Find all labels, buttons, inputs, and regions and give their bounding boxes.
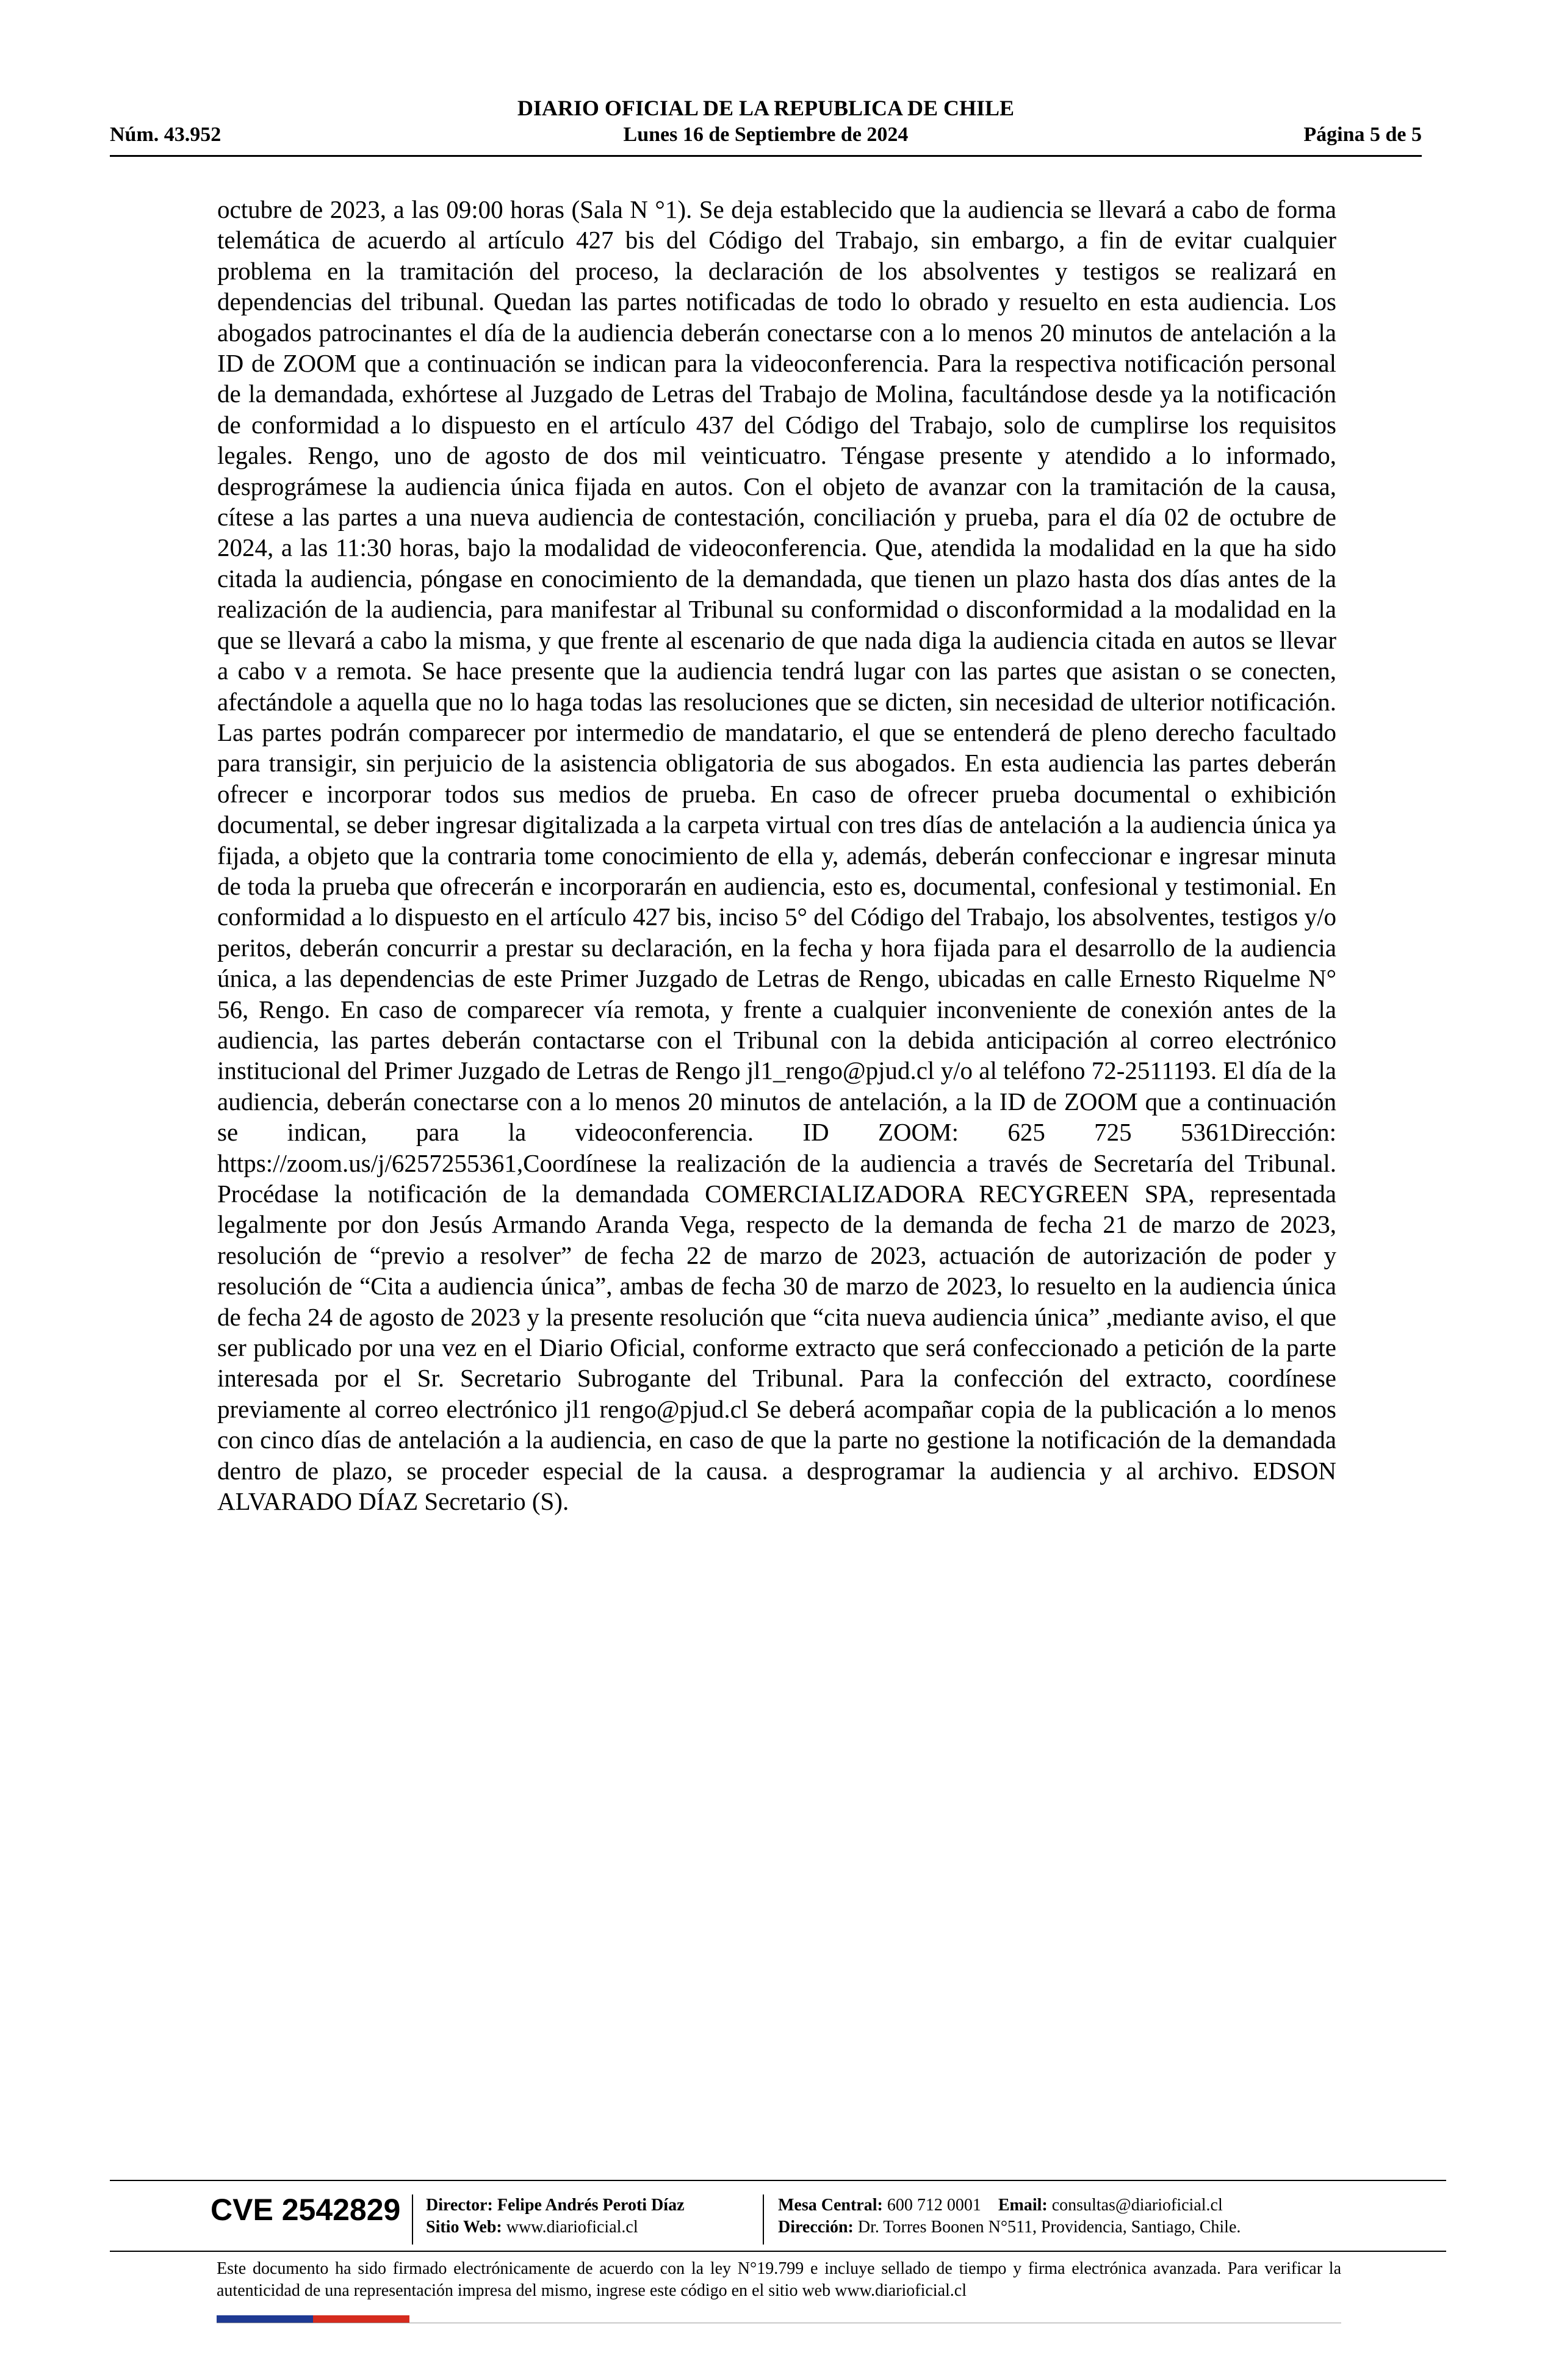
website-link[interactable]: www.diarioficial.cl	[506, 2218, 638, 2237]
header-divider	[110, 155, 1422, 157]
address-label: Dirección:	[778, 2218, 854, 2237]
footer-separator	[763, 2194, 764, 2245]
issue-date: Lunes 16 de Septiembre de 2024	[623, 123, 909, 146]
website-label: Sitio Web:	[426, 2218, 502, 2237]
issue-number: Núm. 43.952	[110, 123, 222, 146]
mesa-central-label: Mesa Central:	[778, 2196, 883, 2215]
page-header	[110, 92, 1422, 159]
email-link[interactable]: consultas@diarioficial.cl	[1051, 2196, 1223, 2215]
document-body: octubre de 2023, a las 09:00 horas (Sala N °1). Se deja establecido que la audiencia se llevará a cabo de forma telemática de acuerdo al artículo 427 bis del Código del Trabajo, sin embargo, a fin de evitar cualquier problema en la tramitación del proceso, la declaración de los absolventes y testigos se realizará en dependencias del tribunal. Quedan las partes notificadas de todo lo obrado y resuelto en esta audiencia. Los abogados patrocinantes el día de la audiencia deberán conectarse con a lo menos 20 minutos de antelación a la ID de ZOOM que a continuación se indican para la videoconferencia. Para la respectiva notificación personal de la demandada, exhórtese al Juzgado de Letras del Trabajo de Molina, facultándose desde ya la notificación de conformidad a lo dispuesto en el artículo 437 del Código del Trabajo, solo de cumplirse los requisitos legales. Rengo, uno de agosto de dos mil veinticuatro. Téngase presente y atendido a lo informado, desprográmese la audiencia única fijada en autos. Con el objeto de avanzar con la tramitación de la causa, cítese a las partes a una nueva audiencia de contestación, conciliación y prueba, para el día 02 de octubre de 2024, a las 11:30 horas, bajo la modalidad de videoconferencia. Que, atendida la modalidad en la que ha sido citada la audiencia, póngase en conocimiento de la demandada, que tienen un plazo hasta dos días antes de la realización de la audiencia, para manifestar al Tribunal su conformidad o disconformidad a la modalidad en la que se llevará a cabo la misma, y que frente al escenario de que nada diga la audiencia citada en autos se llevar a cabo v a remota. Se hace presente que la audiencia tendrá lugar con las partes que asistan o se conecten, afectándole a aquella que no lo haga todas las resoluciones que se dicten, sin necesidad de ulterior notificación. Las partes podrán comparecer por intermedio de mandatario, el que se entenderá de pleno derecho facultado para transigir, sin perjuicio de la asistencia obligatoria de sus abogados. En esta audiencia las partes deberán ofrecer e incorporar todos sus medios de prueba. En caso de ofrecer prueba documental o exhibición documental, se deber ingresar digitalizada a la carpeta virtual con tres días de antelación a la audiencia única ya fijada, a objeto que la contraria tome conocimiento de ella y, además, deberán confeccionar e ingresar minuta de toda la prueba que ofrecerán e incorporarán en audiencia, esto es, documental, confesional y testimonial. En conformidad a lo dispuesto en el artículo 427 bis, inciso 5° del Código del Trabajo, los absolventes, testigos y/o peritos, deberán concurrir a prestar su declaración, en la fecha y hora fijada para el desarrollo de la audiencia única, a las dependencias de este Primer Juzgado de Letras de Rengo, ubicadas en calle Ernesto Riquelme N° 56, Rengo. En caso de comparecer vía remota, y frente a cualquier inconveniente de conexión antes de la audiencia, las partes deberán contactarse con el Tribunal con la debida anticipación al correo electrónico institucional del Primer Juzgado de Letras de Rengo jl1_rengo@pjud.cl y/o al teléfono 72-2511193. El día de la audiencia, deberán conectarse con a lo menos 20 minutos de antelación, a la ID de ZOOM que a continuación se indican, para la videoconferencia. ID ZOOM: 625 725 5361Dirección: https://zoom.us/j/6257255361,Coordínese la realización de la audiencia a través de Secretaría del Tribunal. Procédase la notificación de la demandada COMERCIALIZADORA RECYGREEN SPA, representada legalmente por don Jesús Armando Aranda Vega, respecto de la demanda de fecha 21 de marzo de 2023, resolución de “previo a resolver” de fecha 22 de marzo de 2023, actuación de autorización de poder y resolución de “Cita a audiencia única”, ambas de fecha 30 de marzo de 2023, lo resuelto en la audiencia única de fecha 24 de agosto de 2023 y la presente resolución que “cita nueva audiencia única” ,mediante aviso, el que ser publicado por una vez en el Diario Oficial, conforme extracto que será confeccionado a petición de la parte interesada por el Sr. Secretario Subrogante del Tribunal. Para la confección del extracto, coordínese previamente al correo electrónico jl1 rengo@pjud.cl Se deberá acompañar copia de la publicación a lo menos con cinco días de antelación a la audiencia, en caso de que la parte no gestione la notificación de la demandada dentro de plazo, se proceder especial de la causa. a desprogramar la audiencia y al archivo. EDSON ALVARADO DÍAZ Secretario (S).	[217, 195, 1336, 1516]
footer-divider-middle	[110, 2251, 1446, 2252]
address-value: Dr. Torres Boonen N°511, Providencia, Santiago, Chile.	[857, 2218, 1241, 2237]
footer-separator	[412, 2194, 413, 2245]
page-number: Página 5 de 5	[1303, 123, 1422, 146]
footer-divider-top	[110, 2180, 1446, 2181]
director-label: Director:	[426, 2196, 493, 2215]
cve-code: CVE 2542829	[211, 2193, 401, 2227]
footer-director-block	[426, 2194, 685, 2238]
email-label: Email:	[998, 2196, 1048, 2215]
page-footer	[110, 2173, 1446, 2331]
footer-contact-block	[778, 2194, 1241, 2238]
director-name: Felipe Andrés Peroti Díaz	[497, 2196, 685, 2215]
signature-notice: Este documento ha sido firmado electrónicamente de acuerdo con la ley N°19.799 e incluye sellado de tiempo y firma electrónica avanzada. Para verificar la autenticidad de una representación impresa del mismo, ingrese este código en el sitio web www.diarioficial.cl	[217, 2259, 1341, 2300]
mesa-central-phone: 600 712 0001	[887, 2196, 981, 2215]
newspaper-title: DIARIO OFICIAL DE LA REPUBLICA DE CHILE	[517, 96, 1015, 120]
